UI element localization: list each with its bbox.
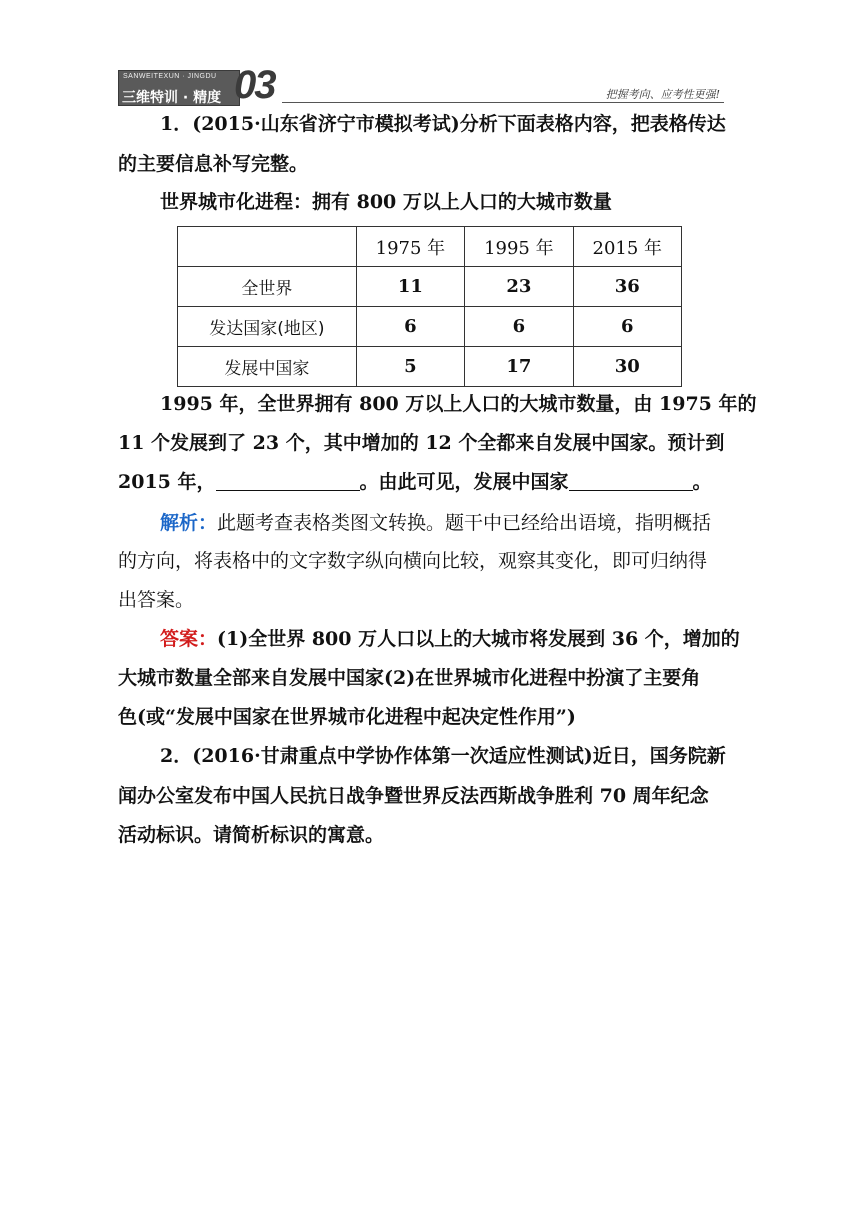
- page-header: [118, 63, 724, 107]
- city-data-table: [177, 226, 682, 387]
- analysis-text: 的方向，将表格中的文字数字纵向横向比较，观察其变化，即可归纳得: [118, 550, 708, 572]
- table-cell: 36: [573, 267, 681, 307]
- table-cell: 6: [465, 307, 573, 347]
- table-cell: 30: [573, 347, 681, 387]
- answer-label: 答案：: [160, 628, 218, 650]
- answer-text: 大城市数量全部来自发展中国家(2)在世界城市化进程中扮演了主要角: [118, 667, 701, 689]
- table-header-cell: [178, 227, 357, 267]
- paragraph-line: 11 个发展到了 23 个，其中增加的 12 个全都来自发展中国家。预计到: [118, 432, 725, 454]
- paragraph-line: 1995 年，全世界拥有 800 万以上人口的大城市数量，由 1975 年的: [160, 393, 757, 415]
- logo-subtitle: SANWEITEXUN · JINGDU: [123, 73, 217, 80]
- paragraph-text: 。由此可见，发展中国家: [359, 471, 569, 493]
- logo-title: 三维特训 · 精度: [122, 90, 222, 106]
- series-logo: [118, 70, 240, 106]
- table-cell: 23: [465, 267, 573, 307]
- question-2-text: 2．(2016·甘肃重点中学协作体第一次适应性测试)近日，国务院新: [160, 745, 726, 767]
- answer-blank: [569, 470, 693, 491]
- table-cell: 6: [356, 307, 464, 347]
- question-1-text-cont: 的主要信息补写完整。: [118, 153, 309, 175]
- paragraph-text: 。: [692, 471, 712, 493]
- table-cell: 6: [573, 307, 681, 347]
- answer-blank: [216, 470, 360, 491]
- header-slogan: 把握考向、应考性更强!: [605, 88, 720, 101]
- table-cell: 17: [465, 347, 573, 387]
- table-header-row: [178, 227, 682, 267]
- analysis-line: [160, 511, 711, 535]
- answer-text: (1)全世界 800 万人口以上的大城市将发展到 36 个，增加的: [217, 628, 740, 650]
- question-2-text-cont: 闻办公室发布中国人民抗日战争暨世界反法西斯战争胜利 70 周年纪念: [118, 785, 709, 807]
- question-1-text: 1．(2015·山东省济宁市模拟考试)分析下面表格内容，把表格传达: [160, 113, 726, 135]
- table-cell: 11: [356, 267, 464, 307]
- answer-text: 色(或“发展中国家在世界城市化进程中起决定性作用”): [118, 706, 576, 728]
- table-row-label: 发展中国家: [178, 347, 357, 387]
- analysis-label: 解析：: [160, 512, 218, 534]
- paragraph-text: 2015 年，: [118, 471, 216, 493]
- table-row-label: 全世界: [178, 267, 357, 307]
- paragraph-fill-blanks: [118, 470, 712, 494]
- table-row: [178, 307, 682, 347]
- answer-line: [160, 627, 740, 651]
- table-row: [178, 267, 682, 307]
- analysis-text: 出答案。: [118, 589, 195, 611]
- table-row: [178, 347, 682, 387]
- table-cell: 5: [356, 347, 464, 387]
- table-title: 世界城市化进程：拥有 800 万以上人口的大城市数量: [160, 191, 612, 213]
- analysis-text: 此题考查表格类图文转换。题干中已经给出语境，指明概括: [217, 512, 712, 534]
- table-header-cell: 1975 年: [356, 227, 464, 267]
- table-header-cell: 2015 年: [573, 227, 681, 267]
- logo-number: 03: [234, 63, 275, 107]
- question-2-text-cont: 活动标识。请简析标识的寓意。: [118, 824, 385, 846]
- table-row-label: 发达国家(地区): [178, 307, 357, 347]
- table-header-cell: 1995 年: [465, 227, 573, 267]
- header-divider: [282, 102, 724, 103]
